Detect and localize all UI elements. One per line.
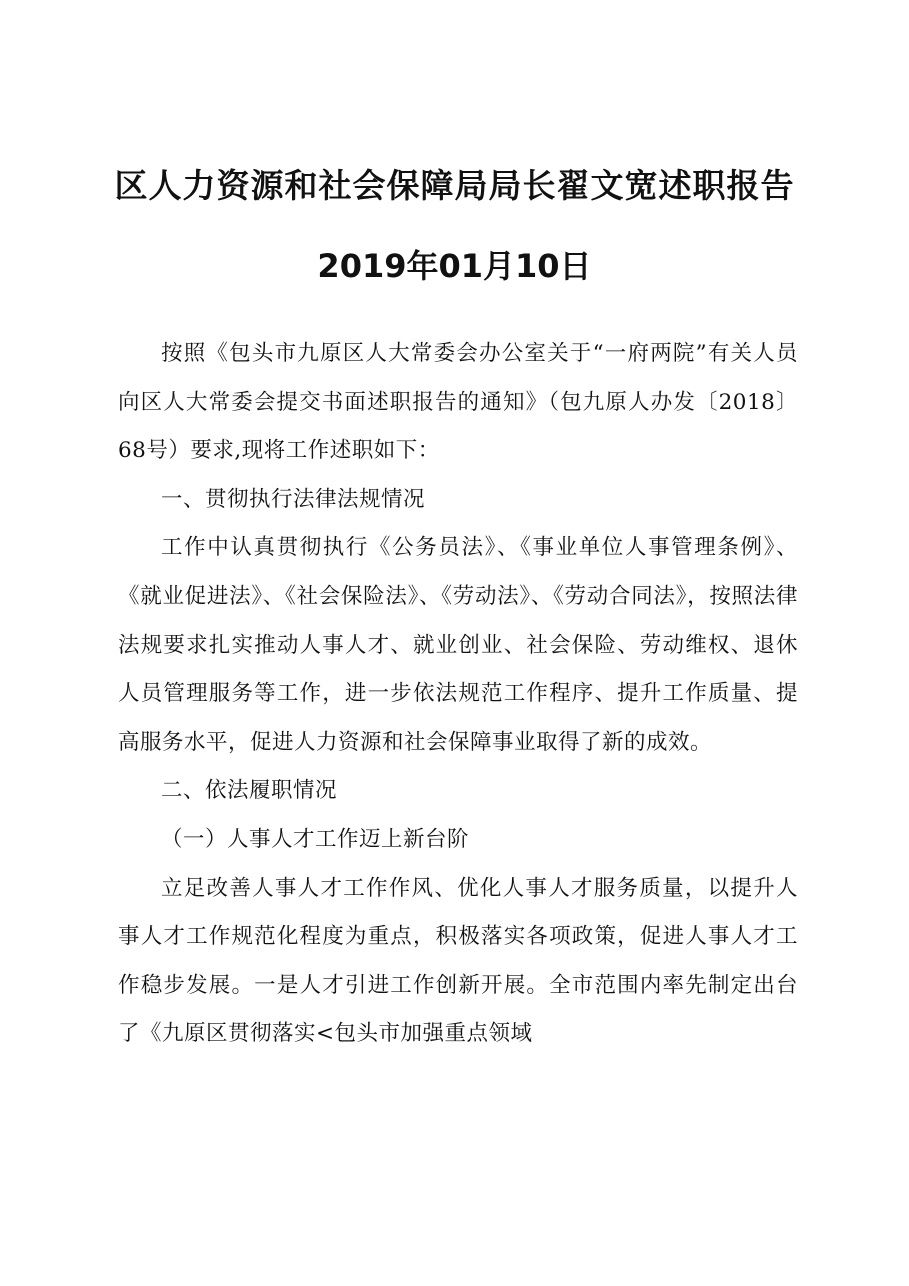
section-heading-1: 一、贯彻执行法律法规情况 bbox=[161, 486, 426, 512]
subsection-heading-1: （一）人事人才工作迈上新台阶 bbox=[161, 826, 470, 852]
document-title: 区人力资源和社会保障局局长翟文宽述职报告 bbox=[114, 166, 795, 205]
section-1-paragraph: 工作中认真贯彻执行《公务员法》、《事业单位人事管理条例》、《就业促进法》、《社会保险法》、《劳动法》、《劳动合同法》，按照法律法规要求扎实推动人事人才、就业创业、社会保险、劳动维权、退休人员管理服务等工作，进一步依法规范工作程序、提升工作质量、提高服务水平，促进人力资源和社会保障事业取得了新的成效。 bbox=[118, 535, 798, 755]
document-date: 2019年01月10日 bbox=[317, 247, 592, 285]
section-heading-2: 二、依法履职情况 bbox=[161, 778, 338, 804]
document-body bbox=[118, 330, 798, 1059]
subsection-1-paragraph: 立足改善人事人才工作作风、优化人事人才服务质量，以提升人事人才工作规范化程度为重点，积极落实各项政策，促进人事人才工作稳步发展。一是人才引进工作创新开展。全市范围内率先制定出台了《九原区贯彻落实<包头市加强重点领域 bbox=[118, 875, 798, 1047]
intro-paragraph: 按照《包头市九原区人大常委会办公室关于“一府两院”有关人员向区人大常委会提交书面述职报告的通知》（包九原人办发〔2018〕68号）要求,现将工作述职如下： bbox=[118, 341, 798, 464]
